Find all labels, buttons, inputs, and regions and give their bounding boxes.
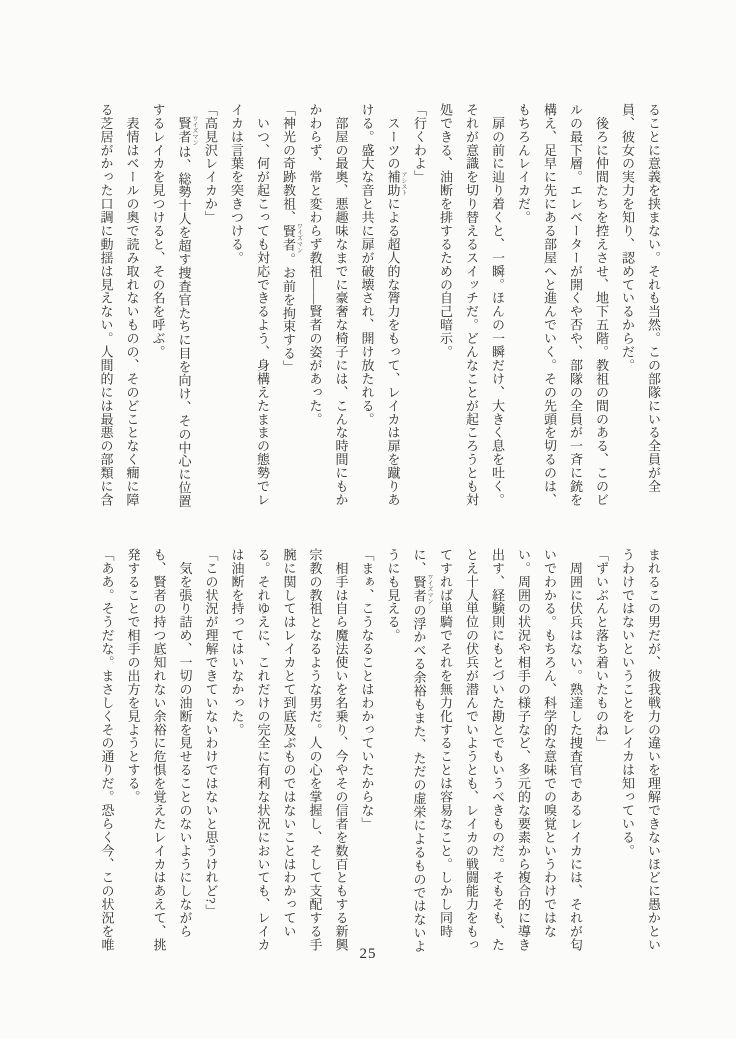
text-line: は油断を持ってはいなかった。 [229, 548, 245, 737]
text-line: いでわかる。もちろん、科学的な意味での嗅覚というわけではな [542, 548, 557, 939]
ruby-annotated-word: 賢者 ワイズマン [411, 574, 432, 605]
text-line: 周囲に伏兵はない。熟達した捜査官であるレイカには、それが匂 [568, 548, 583, 952]
upper-text-block [93, 103, 667, 515]
text-line: 「ああ。そうだな。まさしくその通りだ。恐らく今、この状況を唯 [99, 548, 115, 952]
text-line: うわけではないということをレイカは知っている。 [620, 548, 635, 858]
text-line: とえ十人単位の伏兵が潜んでいようとも、レイカの戦闘能力をもっ [464, 548, 479, 952]
text-line: それが意識を切り替えるスイッチだ。どんなことが起ころうとも対 [464, 103, 479, 507]
text-line: いつ、何が起こっても対応できるよう、身構えたままの態勢でレ [255, 103, 270, 507]
lower-text-block [94, 548, 667, 960]
text-line: 「ずいぶんと落ち着いたものね」 [594, 548, 609, 750]
text-line: 「まぁ、こうなることはわかっていたからな」 [359, 548, 375, 831]
text-line: まれるこの男だが、彼我戦力の違いを理解できないほどに愚かとい [646, 548, 661, 952]
text-line: 腕に関してはレイカとて到底及ぶものではないことはわかってい [281, 548, 297, 939]
text-line: 扉の前に辿り着くと、一瞬。ほんの一瞬だけ、大きく息を吐く。 [490, 103, 505, 507]
text-line: 宗教の教祖となるような男だ。人の心を掌握し、そして支配する手 [307, 548, 323, 952]
ruby-annotated-word: 補助 アシスト [385, 170, 406, 198]
text-line: 「行くわよ」 [412, 103, 427, 184]
text-line: するレイカを見つけると、その名を呼ぶ。 [150, 103, 166, 359]
furigana: アシスト [400, 170, 406, 198]
text-line: 「神光の奇跡教祖、賢者 ワイズマン。お前を拘束する」 [281, 103, 302, 374]
text-line: る。それゆえに、これだけの完全に有利な状況においても、レイカ [255, 548, 271, 952]
text-line: 賢者 ワイズマンは、総勢十人を超す捜査官たちに目を向け、その中心に位置 [176, 115, 197, 509]
text-line: もちろんレイカだ。 [516, 103, 531, 225]
text-line: かわらず、常と変わらず教祖――賢者の姿があった。 [307, 103, 323, 426]
text-line: 出す、経験則にもとづいた勘とでもいうべきものだ。そもそも、た [490, 548, 505, 952]
text-line: 後ろに仲間たちを控えさせ、地下五階。教祖の間のある、このビ [594, 103, 609, 507]
text-line: に、賢者 ワイズマンの浮かべる余裕もまた、ただの虚栄によるものではないよ [411, 548, 432, 954]
text-line: ける。盛大な音と共に扉が破壊され、開け放たれる。 [359, 103, 375, 426]
text-line: てすれば単騎でそれを無力化することは容易なこと。しかし同時 [438, 548, 453, 939]
text-line: ることに意義を挟まない。それも当然。この部隊にいる全員が全 [646, 103, 661, 494]
ruby-annotated-word: 賢者 ワイズマン [281, 223, 302, 254]
text-line: 相手は自ら魔法使いを名乗り、今やその信者を数百ともする新興 [333, 548, 349, 952]
text-line: イカは言葉を突きつける。 [229, 103, 244, 265]
furigana: ワイズマン [295, 223, 302, 254]
text-line: 「高見沢レイカか」 [203, 103, 218, 225]
page-number: 25 [359, 946, 377, 962]
furigana: ワイズマン [426, 574, 432, 605]
text-line: 員、彼女の実力を知り、認めているからだ。 [620, 103, 635, 372]
text-line: 処できる、油断を排するための自己暗示。 [438, 103, 453, 359]
text-line: スーツの補助 アシストによる超人的な膂力をもって、レイカは扉を蹴りあ [385, 103, 406, 507]
text-line: る芝居がかった口調に動揺は見えない。人間的には最悪の部類に含 [98, 103, 114, 507]
ruby-annotated-word: 賢者 ワイズマン [176, 115, 197, 146]
text-line: 「この状況が理解できていないわけではないと思うけれど?」 [203, 548, 219, 918]
text-line: 気を張り詰め、一切の油断を見せることのないようにしながら [177, 548, 193, 939]
text-line: 表情はベールの奥で読み取れないものの、そのどことなく癇に障 [124, 103, 140, 507]
furigana: ワイズマン [191, 115, 197, 146]
text-line: 部屋の最奥、悪趣味なまでに豪奢な椅子には、こんな時間にもか [333, 103, 349, 507]
text-line: うにも見える。 [385, 548, 401, 643]
text-line: も、賢者の持つ底知れない余裕に危惧を覚えたレイカはあえて、挑 [151, 548, 167, 952]
text-line: 構え、足早に先にある部屋へと進んでいく。その先頭を切るのは、 [542, 103, 557, 507]
text-line: ルの最下層。エレベーターが開くや否や、部隊の全員が一斉に銃を [568, 103, 583, 507]
text-line: い。周囲の状況や相手の様子など、多元的な要素から複合的に導き [516, 548, 531, 952]
text-line: 発することで相手の出方を見ようとする。 [125, 548, 141, 804]
